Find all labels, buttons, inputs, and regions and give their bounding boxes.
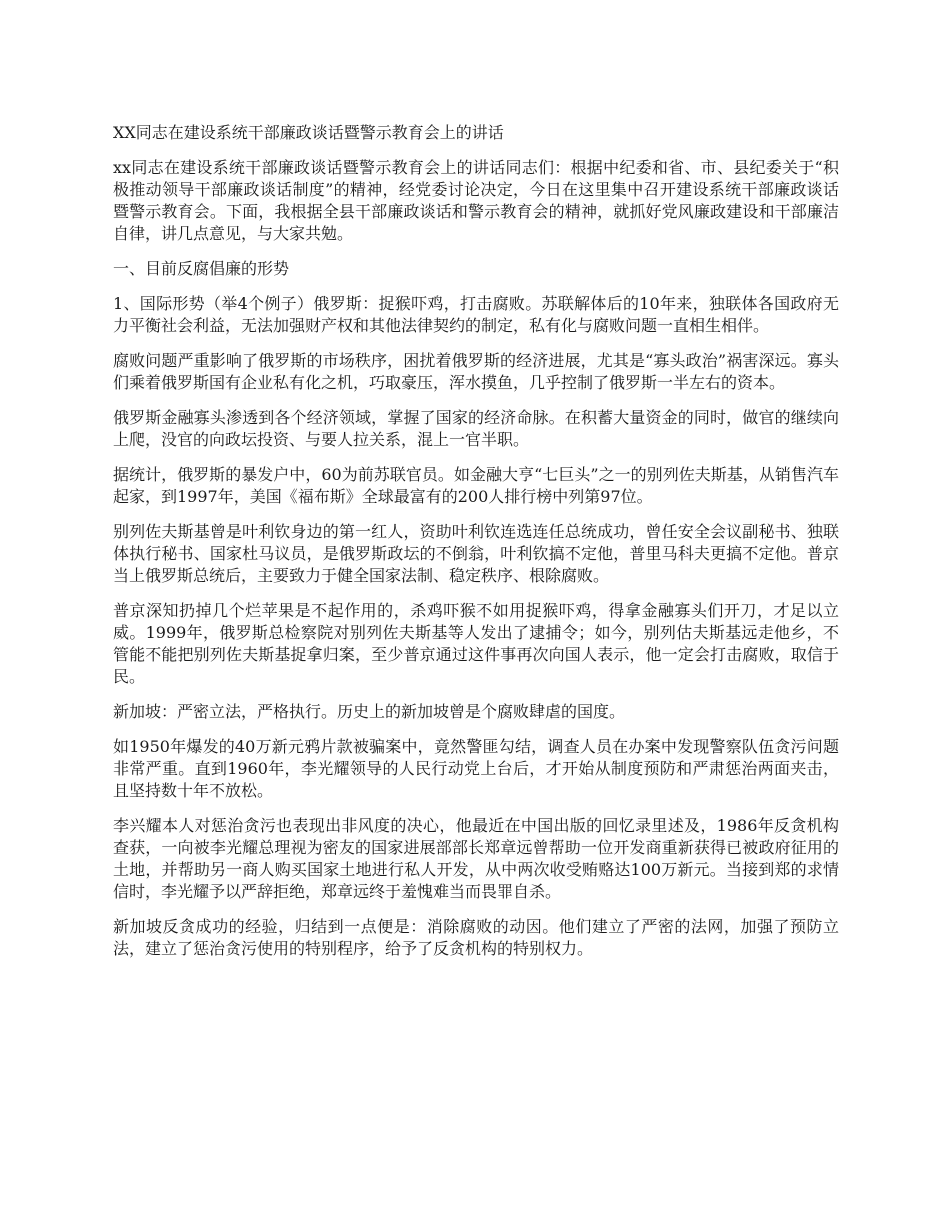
paragraph: 李兴耀本人对惩治贪污也表现出非风度的决心，他最近在中国出版的回忆录里述及，1986年反贪机构查获，一向被李光耀总理视为密友的国家进展部部长郑章远曾帮助一位开发商重新获得已被政府征用的土地，并帮助另一商人购买国家土地进行私人开发，从中两次收受贿赂达100万新元。当接到郑的求情信时，李光耀予以严辞拒绝，郑章远终于羞愧难当而畏罪自杀。 (113, 816, 839, 901)
paragraph: 普京深知扔掉几个烂苹果是不起作用的，杀鸡吓猴不如用捉猴吓鸡，得拿金融寡头们开刀，才足以立威。1999年，俄罗斯总检察院对别列佐夫斯基等人发出了逮捕令；如今，别列估夫斯基远走他乡，不管能不能把别列佐夫斯基捉拿归案，至少普京通过这件事再次向国人表示，他一定会打击腐败，取信于民。 (113, 601, 839, 686)
paragraph: 俄罗斯金融寡头渗透到各个经济领域，掌握了国家的经济命脉。在积蓄大量资金的同时，做官的继续向上爬，没官的向政坛投资、与要人拉关系，混上一官半职。 (113, 408, 839, 449)
paragraph: 腐败问题严重影响了俄罗斯的市场秩序，困扰着俄罗斯的经济进展，尤其是“寡头政治”祸害深远。寡头们乘着俄罗斯国有企业私有化之机，巧取豪压，浑水摸鱼，几乎控制了俄罗斯一半左右的资本。 (113, 351, 839, 392)
paragraph: 1、国际形势（举4个例子）俄罗斯：捉猴吓鸡，打击腐败。苏联解体后的10年来，独联体各国政府无力平衡社会利益，无法加强财产权和其他法律契约的制定，私有化与腐败问题一直相生相伴。 (113, 294, 839, 335)
section-heading: 一、目前反腐倡廉的形势 (113, 259, 290, 278)
document-body (113, 157, 839, 960)
paragraph: 如1950年爆发的40万新元鸦片款被骗案中，竟然警匪勾结，调查人员在办案中发现警察队伍贪污问题非常严重。直到1960年，李光耀领导的人民行动党上台后，才开始从制度预防和严肃惩治两面夹击，且坚持数十年不放松。 (113, 737, 839, 800)
document-title: XX同志在建设系统干部廉政谈话暨警示教育会上的讲话 (113, 123, 504, 142)
paragraph: 新加坡：严密立法，严格执行。历史上的新加坡曾是个腐败肆虐的国度。 (113, 702, 626, 721)
document-page (113, 122, 839, 973)
paragraph-intro: xx同志在建设系统干部廉政谈话暨警示教育会上的讲话同志们：根据中纪委和省、市、县纪委关于“积极推动领导干部廉政谈话制度”的精神，经党委讨论决定，今日在这里集中召开建设系统干部廉政谈话暨警示教育会。下面，我根据全县干部廉政谈话和警示教育会的精神，就抓好党风廉政建设和干部廉洁自律，讲几点意见，与大家共勉。 (113, 158, 839, 243)
paragraph: 别列佐夫斯基曾是叶利钦身边的第一红人，资助叶利钦连选连任总统成功，曾任安全会议副秘书、独联体执行秘书、国家杜马议员，是俄罗斯政坛的不倒翁，叶利钦搞不定他，普里马科夫更搞不定他。普京当上俄罗斯总统后，主要致力于健全国家法制、稳定秩序、根除腐败。 (113, 522, 839, 585)
paragraph: 据统计，俄罗斯的暴发户中，60为前苏联官员。如金融大亨“七巨头”之一的别列佐夫斯基，从销售汽车起家，到1997年，美国《福布斯》全球最富有的200人排行榜中列第97位。 (113, 465, 839, 506)
paragraph: 新加坡反贪成功的经验，归结到一点便是：消除腐败的动因。他们建立了严密的法网，加强了预防立法，建立了惩治贪污使用的特别程序，给予了反贪机构的特别权力。 (113, 917, 839, 958)
